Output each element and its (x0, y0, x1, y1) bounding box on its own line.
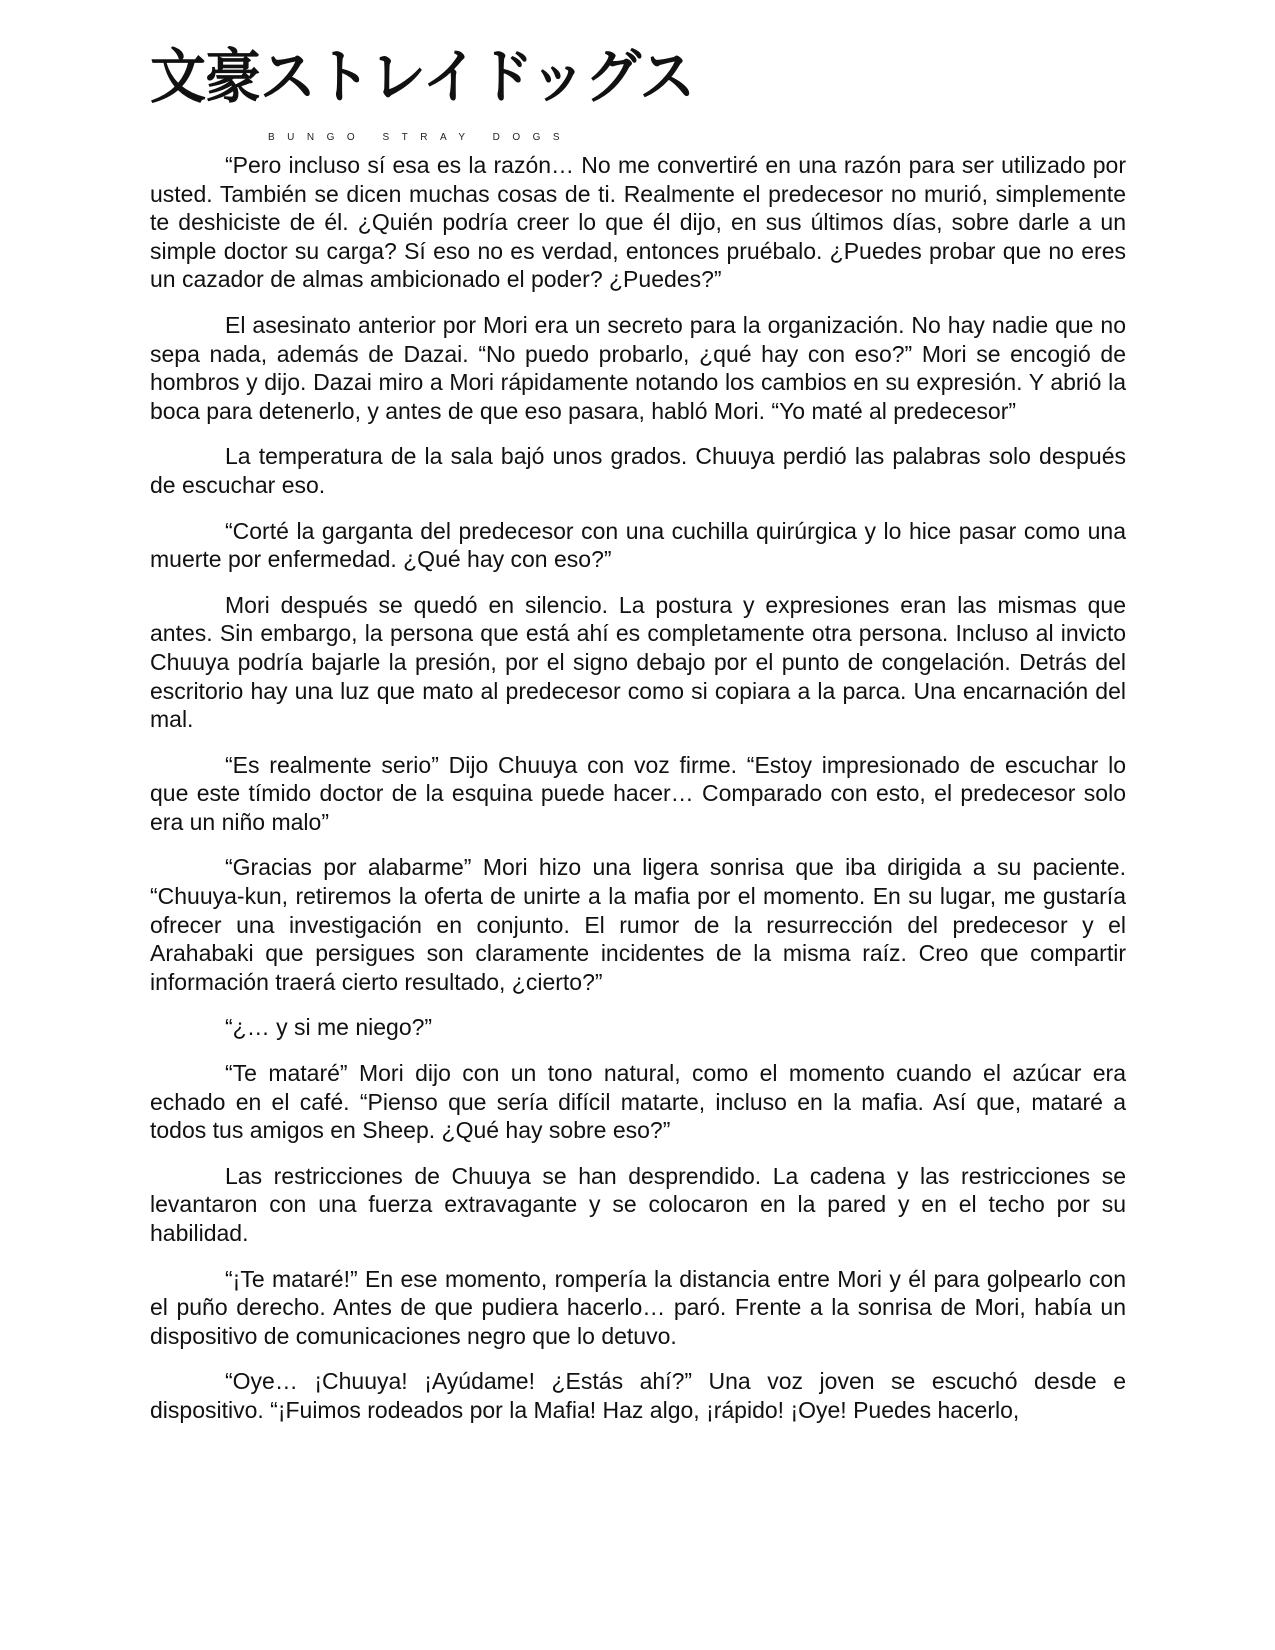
paragraph: “Pero incluso sí esa es la razón… No me convertiré en una razón para ser utilizado por usted. También se dicen muchas cosas de ti. Realmente el predecesor no murió, simplemente te deshiciste de él. ¿Quién podría creer lo que él dijo, en sus últimos días, sobre darle a un simple doctor su carga? Sí eso no es verdad, entonces pruébalo. ¿Puedes probar que no eres un cazador de almas ambicionado el poder? ¿Puedes?” (150, 152, 1126, 293)
paragraph: Las restricciones de Chuuya se han desprendido. La cadena y las restricciones se levantaron con una fuerza extravagante y se colocaron en la pared y en el techo por su habilidad. (150, 1162, 1126, 1246)
logo-japanese-title: 文豪ストレイドッグス (150, 42, 695, 112)
paragraph: “Te mataré” Mori dijo con un tono natural, como el momento cuando el azúcar era echado en el café. “Pienso que sería difícil matarte, incluso en la mafia. Así que, mataré a todos tus amigos en Sheep. ¿Qué hay sobre eso?” (150, 1060, 1126, 1144)
paragraph: El asesinato anterior por Mori era un secreto para la organización. No hay nadie que no sepa nada, además de Dazai. “No puedo probarlo, ¿qué hay con eso?” Mori se encogió de hombros y dijo. Dazai miro a Mori rápidamente notando los cambios en su expresión. Y abrió la boca para detenerlo, y antes de que eso pasara, habló Mori. “Yo maté al predecesor” (150, 311, 1126, 424)
paragraph: “Corté la garganta del predecesor con una cuchilla quirúrgica y lo hice pasar como una muerte por enfermedad. ¿Qué hay con eso?” (150, 517, 1126, 573)
paragraph: “Es realmente serio” Dijo Chuuya con voz firme. “Estoy impresionado de escuchar lo que este tímido doctor de la esquina puede hacer… Comparado con esto, el predecesor solo era un niño malo” (150, 751, 1126, 835)
document-body (150, 151, 1126, 1442)
bungo-stray-dogs-logo (150, 42, 695, 143)
logo-english-subtitle: BUNGO STRAY DOGS (268, 132, 573, 143)
paragraph: “Oye… ¡Chuuya! ¡Ayúdame! ¿Estás ahí?” Una voz joven se escuchó desde e dispositivo. “¡Fuimos rodeados por la Mafia! Haz algo, ¡rápido! ¡Oye! Puedes hacerlo, (150, 1368, 1126, 1423)
paragraph: Mori después se quedó en silencio. La postura y expresiones eran las mismas que antes. Sin embargo, la persona que está ahí es completamente otra persona. Incluso al invicto Chuuya podría bajarle la presión, por el signo debajo por el punto de congelación. Detrás del escritorio hay una luz que mato al predecesor como si copiara a la parca. Una encarnación del mal. (150, 591, 1126, 733)
paragraph: La temperatura de la sala bajó unos grados. Chuuya perdió las palabras solo después de escuchar eso. (150, 443, 1126, 498)
paragraph: “¡Te mataré!” En ese momento, rompería la distancia entre Mori y él para golpearlo con el puño derecho. Antes de que pudiera hacerlo… paró. Frente a la sonrisa de Mori, había un dispositivo de comunicaciones negro que lo detuvo. (150, 1265, 1126, 1349)
paragraph: “Gracias por alabarme” Mori hizo una ligera sonrisa que iba dirigida a su paciente. “Chuuya-kun, retiremos la oferta de unirte a la mafia por el momento. En su lugar, me gustaría ofrecer una investigación en conjunto. El rumor de la resurrección del predecesor y el Arahabaki que persigues son claramente incidentes de la misma raíz. Creo que compartir información traerá cierto resultado, ¿cierto?” (150, 854, 1126, 995)
paragraph: “¿… y si me niego?” (225, 1014, 433, 1041)
